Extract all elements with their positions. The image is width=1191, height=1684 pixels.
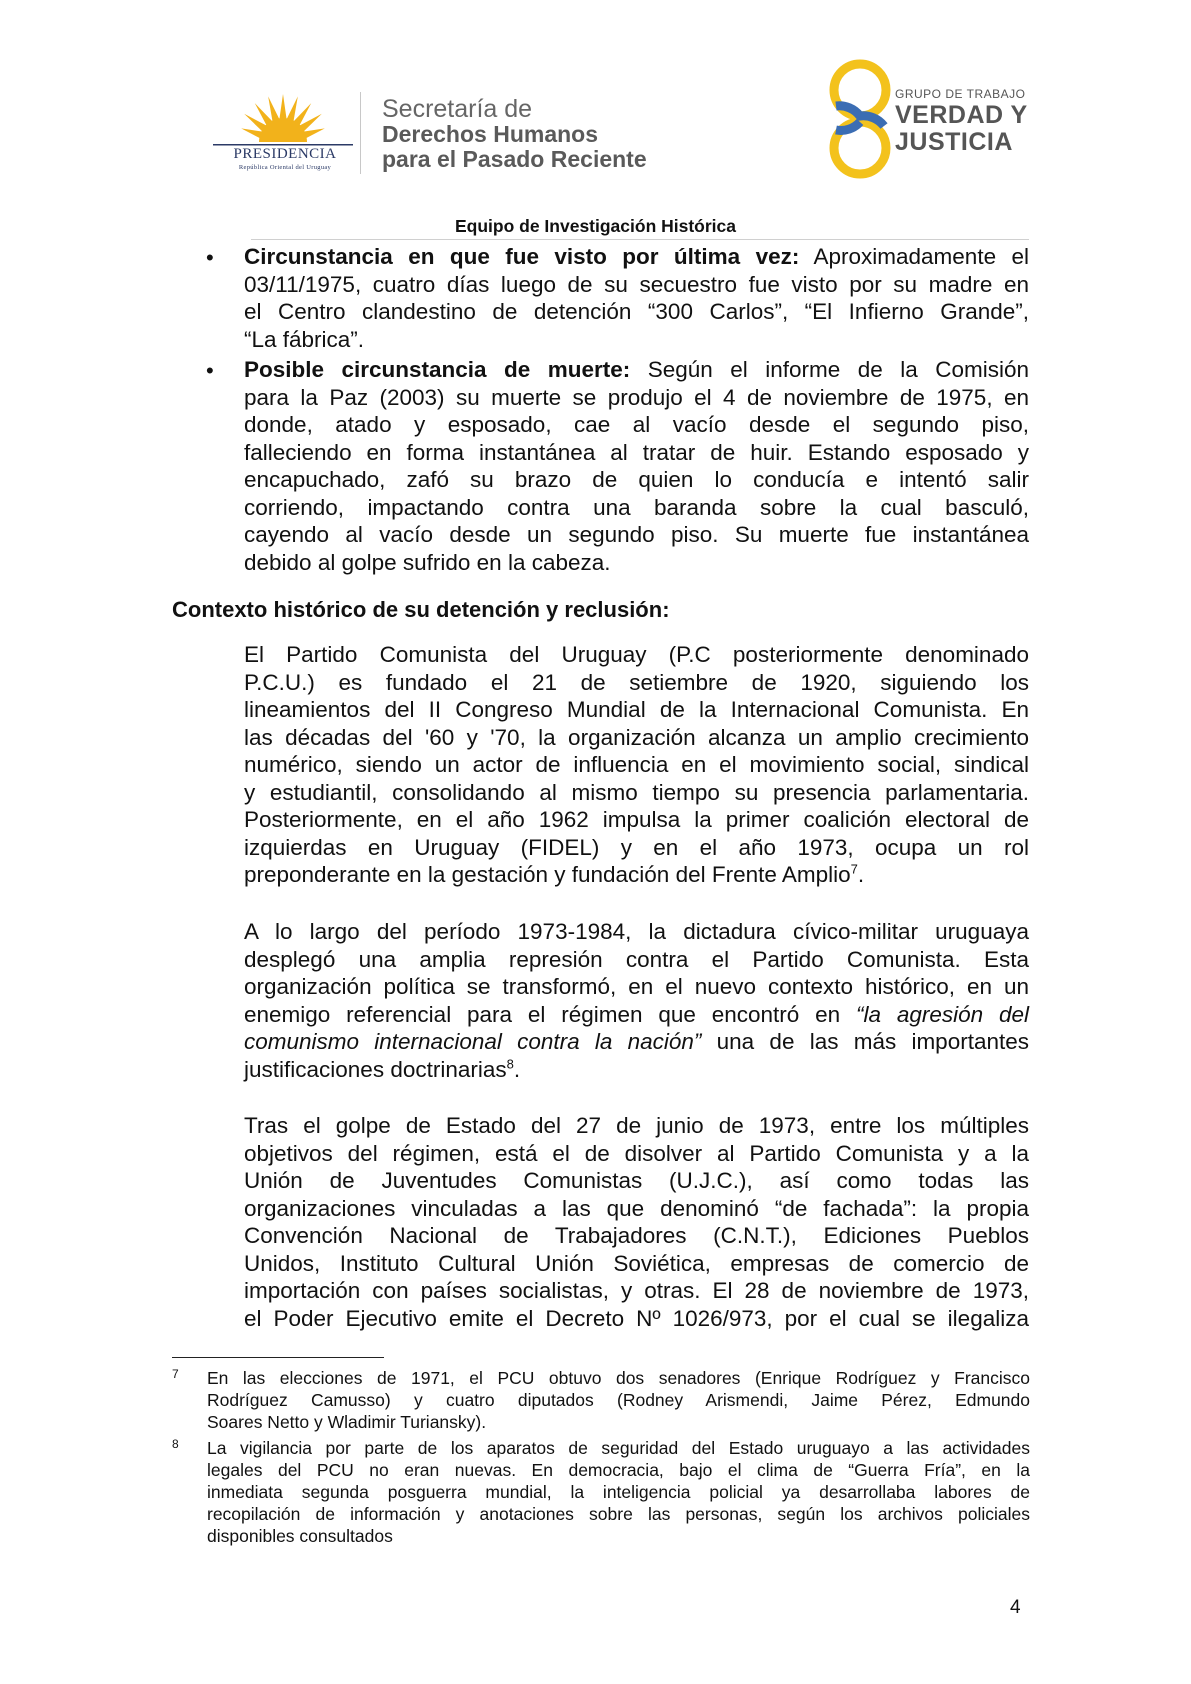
page-header: [0, 0, 1191, 250]
bullet-item: [244, 243, 1029, 353]
bullet-icon: •: [206, 358, 214, 383]
footnote-ref[interactable]: 7: [850, 861, 858, 877]
text-line: las décadas del '60 y '70, la organización alcanza un amplio crecimiento: [244, 724, 1029, 750]
secretaria-line-1: Secretaría de: [382, 95, 533, 123]
text-line: para la Paz (2003) su muerte se produjo el 4 de noviembre de 1975, en: [244, 384, 1029, 410]
text-line: El Partido Comunista del Uruguay (P.C posteriormente denominado: [244, 642, 1029, 667]
team-title: Equipo de Investigación Histórica: [454, 216, 737, 236]
text-line: donde, atado y esposado, cae al vacío desde el segundo piso,: [244, 412, 1029, 437]
bullet-item: [244, 356, 1029, 576]
text-line: corriendo, impactando contra una baranda sobre la cual basculó,: [244, 494, 1029, 520]
text-line: Circunstancia en que fue visto por última vez: Aproximadamente el: [244, 244, 1029, 269]
page-number: 4: [1010, 1597, 1021, 1618]
footnote-number: 8: [172, 1437, 179, 1451]
text-line: disponibles consultados: [207, 1526, 393, 1546]
text-line: preponderante en la gestación y fundación del Frente Amplio$^7$.: [244, 861, 865, 887]
paragraph: [244, 641, 1029, 889]
text-line: falleciendo en forma instantánea al tratar de huir. Estando esposado y: [244, 439, 1029, 465]
text-line: En las elecciones de 1971, el PCU obtuvo dos senadores (Enrique Rodríguez y Francisco: [207, 1368, 1030, 1388]
text-line: izquierdas en Uruguay (FIDEL) y en el año 1973, ocupa un rol: [244, 834, 1029, 860]
italic-quote: “la agresión del: [855, 1001, 1029, 1027]
italic-quote: comunismo internacional contra la nación”: [244, 1029, 702, 1054]
text-line: “La fábrica”.: [244, 326, 365, 352]
logo-divider: [360, 92, 361, 174]
text-line: Unión de Juventudes Comunistas (U.J.C.), así como todas las: [244, 1168, 1029, 1193]
text-line: numérico, siendo un actor de influencia en el movimiento social, sindical: [244, 752, 1029, 777]
footnote-text: [207, 1367, 1030, 1433]
text-line: A lo largo del período 1973-1984, la dictadura cívico-militar uruguaya: [244, 919, 1029, 944]
verdad-justicia-rings-icon: [820, 56, 900, 182]
text-line: y estudiantil, consolidando al mismo tiempo su presencia parlamentaria.: [244, 779, 1029, 805]
text-line: el Poder Ejecutivo emite el Decreto Nº 1026/973, por el cual se ilegaliza: [244, 1305, 1029, 1331]
footnote-separator: [172, 1357, 384, 1358]
text-line: Unidos, Instituto Cultural Unión Soviética, empresas de comercio de: [244, 1250, 1029, 1276]
text-line: objetivos del régimen, está el de disolver al Partido Comunista y a la: [244, 1140, 1029, 1166]
text-line: Posible circunstancia de muerte: Según el informe de la Comisión: [244, 357, 1029, 382]
text-line: Tras el golpe de Estado del 27 de junio de 1973, entre los múltiples: [244, 1113, 1029, 1138]
text-line: Posteriormente, en el año 1962 impulsa la primer coalición electoral de: [244, 807, 1029, 832]
text-line: enemigo referencial para el régimen que encontró en “la agresión del: [244, 1001, 1029, 1027]
bullet-label: Circunstancia en que fue visto por última vez:: [244, 244, 800, 269]
secretaria-title: [382, 96, 647, 172]
text-line: encapuchado, zafó su brazo de quien lo conducía e intentó salir: [244, 467, 1029, 492]
section-heading: Contexto histórico de su detención y reclusión:: [172, 597, 670, 622]
header-rule: [251, 239, 1029, 240]
text-line: organizaciones vinculadas a las que denominó “de fachada”: la propia: [244, 1195, 1029, 1221]
paragraph: [244, 918, 1029, 1083]
paragraph: [244, 1112, 1029, 1332]
footnote-number: 7: [172, 1367, 179, 1381]
text-line: comunismo internacional contra la nación” una de las más importantes: [244, 1029, 1029, 1054]
text-line: debido al golpe sufrido en la cabeza.: [244, 549, 611, 575]
footnote: [172, 1437, 1030, 1547]
text-line: Convención Nacional de Trabajadores (C.N.T.), Ediciones Pueblos: [244, 1223, 1029, 1248]
grupo-trabajo-line-1: VERDAD Y: [895, 101, 1028, 129]
text-line: el Centro clandestino de detención “300 Carlos”, “El Infierno Grande”,: [244, 299, 1029, 324]
grupo-trabajo-text: [895, 87, 1028, 156]
footnote-text: [207, 1437, 1030, 1547]
text-line: Rodríguez Camusso) y cuatro diputados (Rodney Arismendi, Jaime Pérez, Edmundo: [207, 1390, 1030, 1410]
text-line: cayendo al vacío desde un segundo piso. Su muerte fue instantánea: [244, 522, 1029, 547]
secretaria-line-2: Derechos Humanos: [382, 121, 599, 147]
text-line: importación con países socialistas, y otras. El 28 de noviembre de 1973,: [244, 1278, 1029, 1303]
secretaria-line-3: para el Pasado Reciente: [382, 146, 647, 172]
text-line: organización política se transformó, en el nuevo contexto histórico, en un: [244, 974, 1029, 999]
text-line: inmediata segunda posguerra mundial, la inteligencia policial ya desarrollaba labores de: [207, 1482, 1030, 1502]
grupo-trabajo-small: GRUPO DE TRABAJO: [895, 87, 1026, 101]
text-line: Soares Netto y Wladimir Turiansky).: [207, 1412, 487, 1432]
presidencia-name: PRESIDENCIA: [233, 146, 337, 162]
footnote-ref[interactable]: 8: [506, 1056, 514, 1071]
text-line: desplegó una amplia represión contra el Partido Comunista. Esta: [244, 946, 1029, 972]
text-line: lineamientos del II Congreso Mundial de la Internacional Comunista. En: [244, 697, 1029, 722]
text-line: 03/11/1975, cuatro días luego de su secuestro fue visto por su madre en: [244, 271, 1029, 297]
text-line: recopilación de información y anotaciones sobre las personas, según los archivos policiales: [207, 1504, 1030, 1524]
text-line: La vigilancia por parte de los aparatos de seguridad del Estado uruguayo a las actividades: [207, 1438, 1030, 1458]
text-line: P.C.U.) es fundado el 21 de setiembre de 1920, siguiendo los: [244, 669, 1029, 695]
text-line: legales del PCU no eran nuevas. En democracia, bajo el clima de “Guerra Fría”, en la: [207, 1460, 1030, 1480]
grupo-trabajo-line-2: JUSTICIA: [895, 128, 1013, 156]
bullet-icon: •: [206, 245, 214, 270]
footnote: [172, 1367, 1030, 1433]
text-line: justificaciones doctrinarias$^8$.: [244, 1056, 521, 1082]
presidencia-subtitle: República Oriental del Uruguay: [238, 164, 332, 171]
bullet-label: Posible circunstancia de muerte:: [244, 357, 631, 382]
